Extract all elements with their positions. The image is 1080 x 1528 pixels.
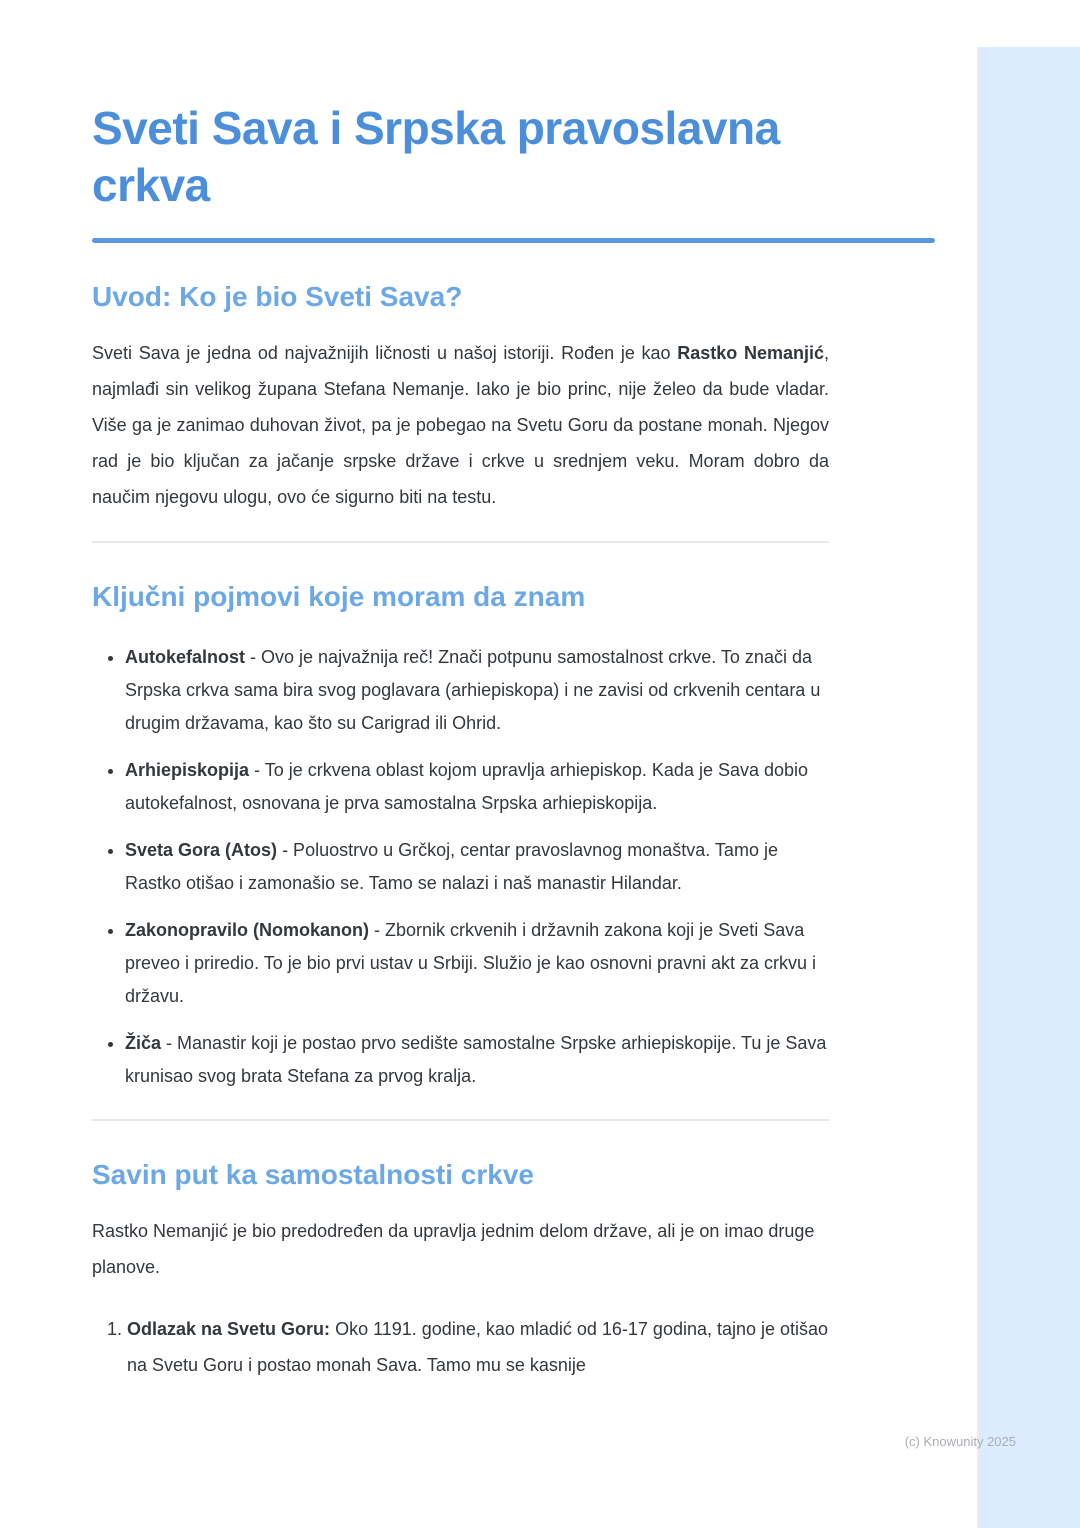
term-description: - Zbornik crkvenih i državnih zakona koji je Sveti Sava preveo i priredio. To je bio prvi ustav u Srbiji. Služio je kao osnovni pravni akt za crkvu i državu.	[125, 920, 816, 1007]
list-item-arhiepiskopija	[125, 754, 829, 820]
term-label: Žiča	[125, 1033, 162, 1054]
numbered-item-odlazak	[127, 1311, 829, 1383]
term-label: Autokefalnost	[125, 647, 246, 668]
section-divider	[92, 541, 829, 543]
intro-text-after: , najmlađi sin velikog župana Stefana Nemanje. Iako je bio princ, nije želeo da bude vladar. Više ga je zanimao duhovan život, pa je pobegao na Svetu Goru da postane monah. Njegov rad je bio ključan za jačanje srpske države i crkve u srednjem veku. Moram dobro da naučim njegovu ulogu, ovo će sigurno biti na testu.	[92, 343, 829, 508]
term-description: - To je crkvena oblast kojom upravlja arhiepiskop. Kada je Sava dobio autokefalnost, osnovana je prva samostalna Srpska arhiepiskopija.	[125, 760, 809, 814]
section-heading-key-terms: Ključni pojmovi koje moram da znam	[92, 581, 586, 613]
term-description: - Poluostrvo u Grčkoj, centar pravoslavnog monaštva. Tamo je Rastko otišao i zamonašio se. Tamo se nalazi i naš manastir Hilandar.	[125, 840, 778, 894]
list-item-zakonopravilo	[125, 914, 829, 1013]
section-divider	[92, 1119, 829, 1121]
watermark: (c) Knowunity 2025	[904, 1434, 1016, 1449]
term-description: - Manastir koji je postao prvo sedište samostalne Srpske arhiepiskopije. Tu je Sava krunisao svog brata Stefana za prvog kralja.	[125, 1033, 827, 1087]
page-title: Sveti Sava i Srpska pravoslavna crkva	[92, 102, 780, 212]
savin-put-numbered-list	[92, 1311, 829, 1383]
term-label: Arhiepiskopija	[125, 760, 250, 781]
viewer-background-band	[977, 47, 1080, 1528]
term-description: - Ovo je najvažnija reč! Znači potpunu samostalnost crkve. To znači da Srpska crkva sama bira svog poglavara (arhiepiskopa) i ne zavisi od crkvenih centara u drugim državama, kao što su Carigrad ili Ohrid.	[125, 647, 821, 734]
step-description: Oko 1191. godine, kao mladić od 16-17 godina, tajno je otišao na Svetu Goru i postao monah Sava. Tamo mu se kasnije	[127, 1319, 829, 1376]
intro-bold-name: Rastko Nemanjić	[677, 343, 824, 364]
list-item-sveta-gora	[125, 834, 829, 900]
term-label: Zakonopravilo (Nomokanon)	[125, 920, 370, 941]
title-underline-rule	[92, 238, 935, 243]
term-label: Sveta Gora (Atos)	[125, 840, 278, 861]
intro-text-before: Sveti Sava je jedna od najvažnijih ličnosti u našoj istoriji. Rođen je kao	[92, 343, 678, 364]
intro-paragraph	[92, 335, 829, 515]
savin-put-paragraph: Rastko Nemanjić je bio predodređen da upravlja jednim delom države, ali je on imao druge planove.	[92, 1221, 815, 1278]
step-label: Odlazak na Svetu Goru:	[127, 1319, 331, 1340]
section-heading-savin-put: Savin put ka samostalnosti crkve	[92, 1159, 534, 1191]
list-item-autokefalnost	[125, 641, 829, 740]
key-terms-list	[92, 641, 829, 1093]
list-item-zica	[125, 1027, 829, 1093]
section-heading-intro: Uvod: Ko je bio Sveti Sava?	[92, 281, 463, 313]
